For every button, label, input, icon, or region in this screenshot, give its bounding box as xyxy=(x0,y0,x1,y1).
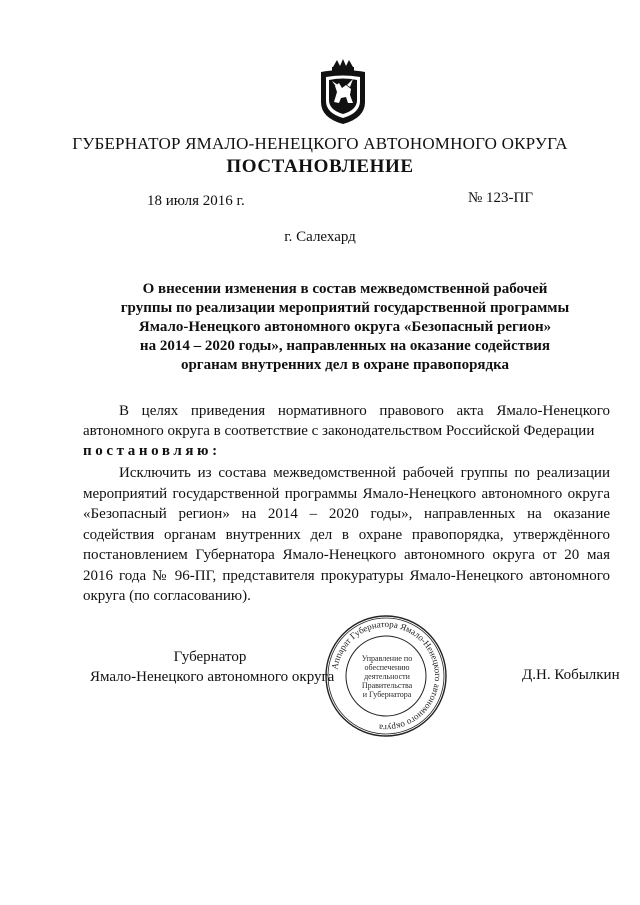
stamp-line: Правительства xyxy=(361,681,413,690)
title-line: на 2014 – 2020 годы», направленных на оказание содействия xyxy=(139,338,551,354)
title-line: группы по реализации мероприятий государственной программы xyxy=(120,300,570,316)
stamp-line: обеспечению xyxy=(364,663,410,672)
stamp-line: деятельности xyxy=(364,672,410,681)
authority-heading: ГУБЕРНАТОР ЯМАЛО-НЕНЕЦКОГО АВТОНОМНОГО ОКРУГА xyxy=(72,134,568,153)
document-type-heading: ПОСТАНОВЛЕНИЕ xyxy=(226,156,414,177)
decree-word: постановляю: xyxy=(83,443,221,459)
title-line: О внесении изменения в состав межведомственной рабочей xyxy=(142,281,548,297)
stamp-ring-text: Аппарат Губернатора Ямало-Ненецкого автономного округа xyxy=(329,618,444,734)
signatory-title-line: Ямало-Ненецкого автономного округа xyxy=(90,669,335,685)
title-line: органам внутренних дел в охране правопорядка xyxy=(180,357,510,373)
signatory-title xyxy=(90,647,335,687)
resolution-paragraph: Исключить из состава межведомственной рабочей группы по реализации мероприятий государственной программы Ямало-Ненецкого автономного округа «Безопасный регион» на 2014 – 2020 годы», направленных на оказание содействия органам внутренних дел в охране правопорядка, утверждённого постановлением Губернатора Ямало-Ненецкого автономного округа от 20 мая 2016 года № 96-ПГ, представителя прокуратуры Ямало-Ненецкого автономного округа (по согласованию). xyxy=(83,465,610,604)
stamp-line: и Губернатора xyxy=(362,690,412,699)
document-city: г. Салехард xyxy=(284,229,356,245)
preamble xyxy=(83,401,610,461)
signatory-name: Д.Н. Кобылкин xyxy=(522,667,620,683)
title-line: Ямало-Ненецкого автономного округа «Безопасный регион» xyxy=(138,319,552,335)
coat-of-arms-emblem xyxy=(317,58,369,126)
document-number: № 123-ПГ xyxy=(468,190,534,206)
signatory-title-line: Губернатор xyxy=(173,649,247,665)
resolution-body xyxy=(83,463,610,607)
preamble-text: В целях приведения нормативного правового акта Ямало-Ненецкого автономного округа в соответствие с законодательством Российской Федерации xyxy=(83,403,610,439)
document-date: 18 июля 2016 г. xyxy=(147,193,245,209)
stamp-center-text xyxy=(356,654,418,699)
stamp-line: Управление по xyxy=(361,654,413,663)
document-title xyxy=(90,280,600,375)
